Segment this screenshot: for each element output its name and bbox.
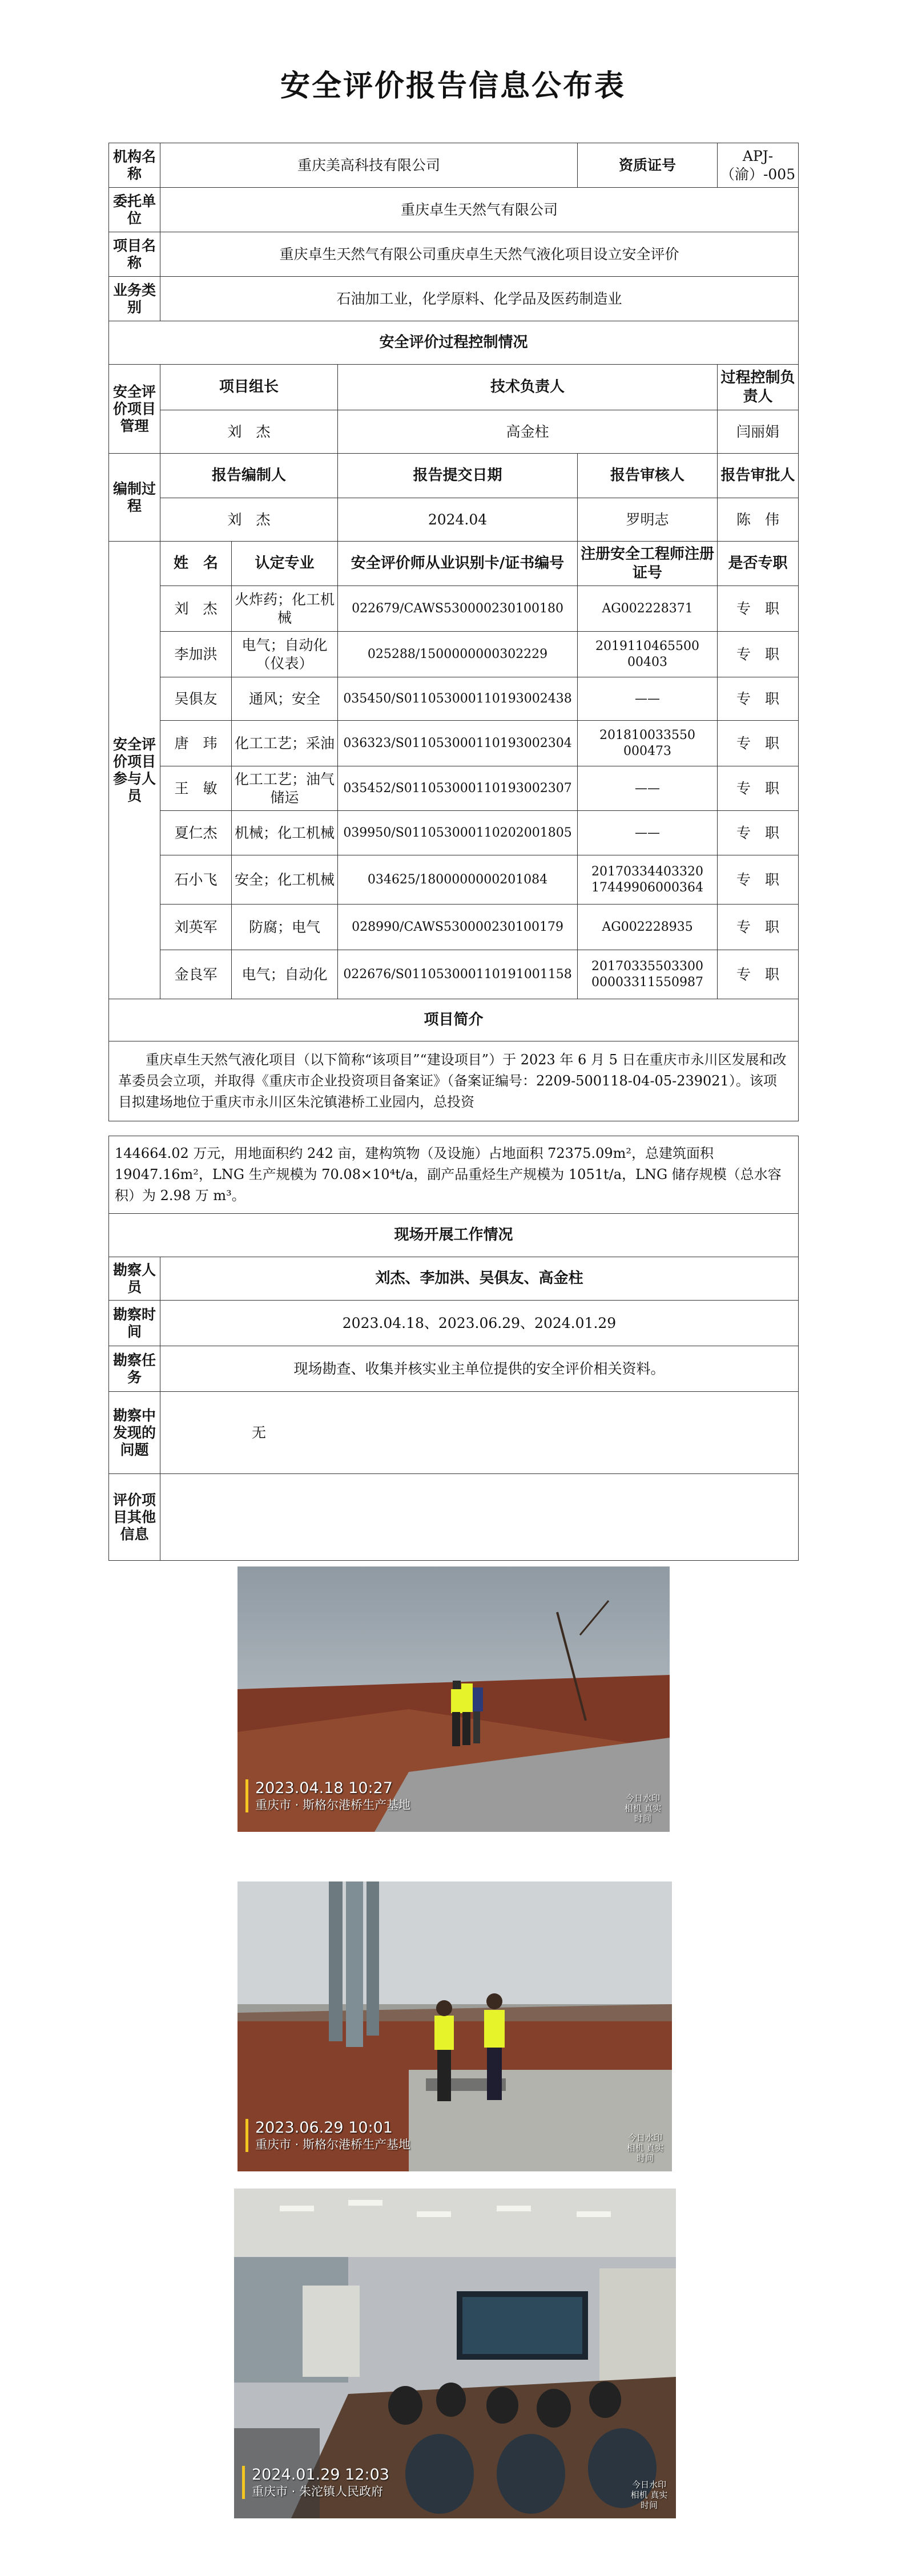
intro-title: 项目简介 xyxy=(109,999,799,1041)
staff-reg: —— xyxy=(578,811,718,855)
staff-ft: 专 职 xyxy=(718,950,799,999)
staff-major: 电气；自动化（仪表） xyxy=(232,632,338,677)
staff-ft: 专 职 xyxy=(718,677,799,721)
staff-major: 火炸药；化工机械 xyxy=(232,586,338,632)
table-row xyxy=(109,950,799,999)
table-row xyxy=(109,811,799,855)
cert-label: 资质证号 xyxy=(578,143,718,188)
staff-ft: 专 职 xyxy=(718,811,799,855)
staff-major: 电气；自动化 xyxy=(232,950,338,999)
staff-ft: 专 职 xyxy=(718,632,799,677)
photo-3-stamp xyxy=(242,2466,389,2499)
staff-header-reg: 注册安全工程师注册证号 xyxy=(578,542,718,586)
staff-major: 防腐；电气 xyxy=(232,905,338,950)
info-table-cont xyxy=(108,1136,799,1561)
prep-header-reviewer: 报告审核人 xyxy=(578,454,718,498)
mgmt-leader: 刘 杰 xyxy=(160,410,338,454)
table-row xyxy=(109,721,799,766)
staff-name: 吴俱友 xyxy=(160,677,232,721)
prep-date: 2024.04 xyxy=(338,498,578,542)
prep-reviewer: 罗明志 xyxy=(578,498,718,542)
staff-reg: 2019110465500 00403 xyxy=(578,632,718,677)
table-row xyxy=(109,677,799,721)
site-other-label: 评价项目其他信息 xyxy=(109,1474,160,1561)
intro-text-1: 重庆卓生天然气液化项目（以下简称“该项目”“建设项目”）于 2023 年 6 月 5 日在重庆市永川区发展和改革委员会立项，并取得《重庆市企业投资项目备案证》（备案证编号：2209-500118-04-05-239021）。该项目拟建场地位于重庆市永川区朱沱镇港桥工业园内，总投资 xyxy=(109,1041,799,1121)
intro-text-2: 144664.02 万元，用地面积约 242 亩，建构筑物（及设施）占地面积 72375.09m²，总建筑面积 19047.16m²，LNG 生产规模为 70.08×10⁴t/a，副产品重烃生产规模为 1051t/a，LNG 储存规模（总水容积）为 2.98 万 m³。 xyxy=(109,1136,799,1214)
staff-label: 安全评价项目参与人员 xyxy=(109,542,160,999)
site-time-value: 2023.04.18、2023.06.29、2024.01.29 xyxy=(160,1301,799,1346)
staff-name: 刘 杰 xyxy=(160,586,232,632)
photo-2-location: 重庆市 · 斯格尔港桥生产基地 xyxy=(255,2137,411,2151)
table-row xyxy=(109,905,799,950)
site-title: 现场开展工作情况 xyxy=(109,1214,799,1257)
mgmt-header-control: 过程控制负责人 xyxy=(718,365,799,410)
staff-reg: AG002228371 xyxy=(578,586,718,632)
page-title: 安全评价报告信息公布表 xyxy=(280,69,626,103)
staff-name: 唐 玮 xyxy=(160,721,232,766)
photo-3-watermark: 今日水印 相机 真实时间 xyxy=(630,2480,668,2510)
site-time-label: 勘察时间 xyxy=(109,1301,160,1346)
staff-card: 022676/S011053000110191001158 xyxy=(338,950,578,999)
staff-name: 石小飞 xyxy=(160,855,232,905)
photo-3-datetime: 2024.01.29 12:03 xyxy=(252,2466,389,2484)
photo-3-location: 重庆市 · 朱沱镇人民政府 xyxy=(252,2484,384,2498)
staff-card: 025288/1500000000302229 xyxy=(338,632,578,677)
staff-card: 039950/S011053000110202001805 xyxy=(338,811,578,855)
staff-reg: AG002228935 xyxy=(578,905,718,950)
photo-1-location: 重庆市 · 斯格尔港桥生产基地 xyxy=(255,1798,411,1812)
prep-header-date: 报告提交日期 xyxy=(338,454,578,498)
client-label: 委托单位 xyxy=(109,188,160,232)
table-row xyxy=(109,586,799,632)
prep-author: 刘 杰 xyxy=(160,498,338,542)
staff-header-name: 姓 名 xyxy=(160,542,232,586)
site-other-value xyxy=(160,1474,799,1561)
staff-name: 夏仁杰 xyxy=(160,811,232,855)
staff-card: 022679/CAWS530000230100180 xyxy=(338,586,578,632)
staff-header-major: 认定专业 xyxy=(232,542,338,586)
staff-card: 034625/1800000000201084 xyxy=(338,855,578,905)
site-photo-3 xyxy=(234,2189,676,2518)
site-photo-2 xyxy=(237,1881,672,2171)
mgmt-label: 安全评价项目管理 xyxy=(109,365,160,454)
photo-2-watermark: 今日水印 相机 真实时间 xyxy=(626,2133,664,2163)
site-task-value: 现场勘查、收集并核实业主单位提供的安全评价相关资料。 xyxy=(160,1346,799,1392)
staff-major: 通风；安全 xyxy=(232,677,338,721)
mgmt-header-leader: 项目组长 xyxy=(160,365,338,410)
staff-major: 化工工艺；采油 xyxy=(232,721,338,766)
table-row xyxy=(109,855,799,905)
staff-header-card: 安全评价师从业识别卡/证书编号 xyxy=(338,542,578,586)
photo-1-stamp xyxy=(245,1779,410,1812)
staff-reg: —— xyxy=(578,766,718,811)
site-task-label: 勘察任务 xyxy=(109,1346,160,1392)
business-value: 石油加工业，化学原料、化学品及医药制造业 xyxy=(160,277,799,321)
photo-2-stamp xyxy=(245,2119,410,2152)
table-row xyxy=(109,766,799,811)
staff-name: 李加洪 xyxy=(160,632,232,677)
staff-reg: —— xyxy=(578,677,718,721)
mgmt-header-tech: 技术负责人 xyxy=(338,365,718,410)
prep-header-approver: 报告审批人 xyxy=(718,454,799,498)
project-value: 重庆卓生天然气有限公司重庆卓生天然气液化项目设立安全评价 xyxy=(160,232,799,277)
staff-name: 刘英军 xyxy=(160,905,232,950)
org-value: 重庆美高科技有限公司 xyxy=(160,143,578,188)
client-value: 重庆卓生天然气有限公司 xyxy=(160,188,799,232)
prep-label: 编制过程 xyxy=(109,454,160,542)
staff-major: 机械；化工机械 xyxy=(232,811,338,855)
photo-1-datetime: 2023.04.18 10:27 xyxy=(255,1779,393,1798)
site-issue-label: 勘察中发现的问题 xyxy=(109,1392,160,1474)
table-row xyxy=(109,632,799,677)
staff-reg: 201810033550 000473 xyxy=(578,721,718,766)
mgmt-tech: 高金柱 xyxy=(338,410,718,454)
cert-value: APJ-（渝）-005 xyxy=(718,143,799,188)
mgmt-control: 闫丽娟 xyxy=(718,410,799,454)
photo-2-datetime: 2023.06.29 10:01 xyxy=(255,2119,393,2137)
staff-reg: 20170334403320 17449906000364 xyxy=(578,855,718,905)
staff-card: 035452/S011053000110193002307 xyxy=(338,766,578,811)
site-issue-value: 无 xyxy=(160,1392,799,1474)
staff-major: 安全；化工机械 xyxy=(232,855,338,905)
info-table xyxy=(108,143,799,1121)
staff-ft: 专 职 xyxy=(718,905,799,950)
staff-card: 035450/S011053000110193002438 xyxy=(338,677,578,721)
staff-major: 化工工艺；油气储运 xyxy=(232,766,338,811)
staff-reg: 20170335503300 00003311550987 xyxy=(578,950,718,999)
staff-name: 王 敏 xyxy=(160,766,232,811)
business-label: 业务类别 xyxy=(109,277,160,321)
site-photo-1 xyxy=(237,1566,670,1832)
org-label: 机构名称 xyxy=(109,143,160,188)
prep-header-author: 报告编制人 xyxy=(160,454,338,498)
staff-card: 036323/S011053000110193002304 xyxy=(338,721,578,766)
process-section-title: 安全评价过程控制情况 xyxy=(109,321,799,365)
staff-header-ft: 是否专职 xyxy=(718,542,799,586)
staff-card: 028990/CAWS530000230100179 xyxy=(338,905,578,950)
staff-ft: 专 职 xyxy=(718,586,799,632)
staff-ft: 专 职 xyxy=(718,721,799,766)
prep-approver: 陈 伟 xyxy=(718,498,799,542)
staff-ft: 专 职 xyxy=(718,855,799,905)
project-label: 项目名称 xyxy=(109,232,160,277)
staff-ft: 专 职 xyxy=(718,766,799,811)
staff-name: 金良军 xyxy=(160,950,232,999)
photo-1-watermark: 今日水印 相机 真实时间 xyxy=(624,1793,662,1824)
site-staff-value: 刘杰、李加洪、吴俱友、高金柱 xyxy=(160,1257,799,1301)
site-staff-label: 勘察人员 xyxy=(109,1257,160,1301)
